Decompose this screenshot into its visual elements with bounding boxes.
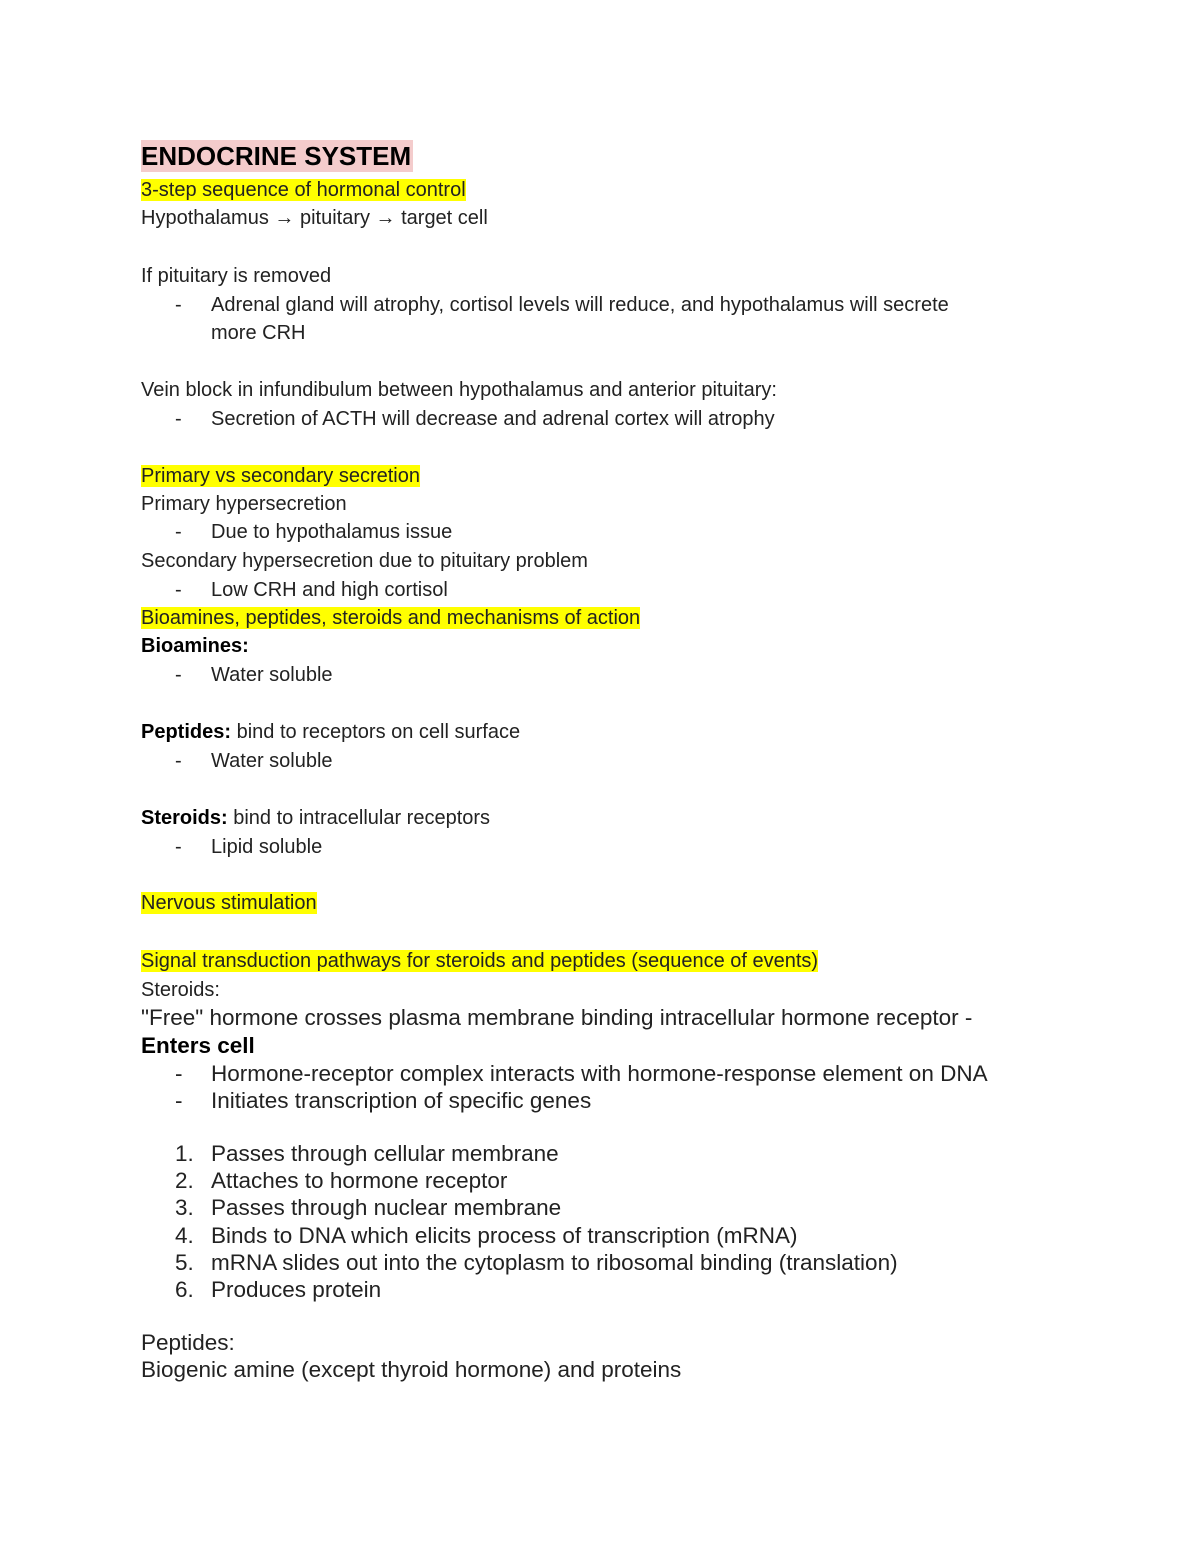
bullet-text: Water soluble	[211, 664, 333, 686]
page-title: ENDOCRINE SYSTEM	[141, 141, 412, 171]
enters-cell: Enters cell	[141, 1033, 255, 1058]
list-number: 1.	[175, 1141, 194, 1166]
bullet-text-continued: more CRH	[211, 322, 306, 344]
section-heading-hormonal-control: 3-step sequence of hormonal control	[141, 179, 466, 201]
bullet-text: Water soluble	[211, 750, 333, 772]
section-heading-signal-transduction: Signal transduction pathways for steroids and peptides (sequence of events)	[141, 950, 819, 972]
list-item: Attaches to hormone receptor	[211, 1168, 508, 1193]
flow-text: Hypothalamus → pituitary → target cell	[141, 207, 488, 229]
list-item: Binds to DNA which elicits process of transcription (mRNA)	[211, 1223, 798, 1248]
peptides-line: Peptides: bind to receptors on cell surface	[141, 721, 521, 743]
steroids-heading: Steroids:	[141, 979, 220, 1001]
bullet-text: Hormone-receptor complex interacts with hormone-response element on DNA	[211, 1061, 988, 1086]
bullet-dash: -	[175, 579, 182, 601]
free-hormone-text: "Free" hormone crosses plasma membrane binding intracellular hormone receptor -	[141, 1005, 973, 1030]
bullet-dash: -	[175, 521, 182, 543]
bullet-text: Secretion of ACTH will decrease and adrenal cortex will atrophy	[211, 408, 775, 430]
list-number: 5.	[175, 1250, 194, 1275]
section-heading-secretion: Primary vs secondary secretion	[141, 465, 420, 487]
bullet-dash: -	[175, 750, 182, 772]
list-item: Produces protein	[211, 1277, 382, 1302]
bioamines-label: Bioamines:	[141, 635, 249, 657]
bullet-text: Initiates transcription of specific genes	[211, 1088, 592, 1113]
bullet-dash: -	[175, 836, 182, 858]
bullet-text: Adrenal gland will atrophy, cortisol levels will reduce, and hypothalamus will secrete	[211, 294, 949, 316]
section-heading-mechanisms: Bioamines, peptides, steroids and mechanisms of action	[141, 607, 641, 629]
question-vein-block: Vein block in infundibulum between hypothalamus and anterior pituitary:	[141, 379, 777, 401]
bullet-dash: -	[175, 408, 182, 430]
bullet-dash: -	[175, 664, 182, 686]
bullet-text: Due to hypothalamus issue	[211, 521, 453, 543]
peptides-heading: Peptides:	[141, 1330, 235, 1355]
secondary-hypersecretion: Secondary hypersecretion due to pituitary problem	[141, 550, 588, 572]
bullet-text: Low CRH and high cortisol	[211, 579, 448, 601]
bullet-dash: -	[175, 294, 182, 316]
primary-hypersecretion: Primary hypersecretion	[141, 493, 347, 515]
bullet-dash: -	[175, 1061, 183, 1086]
question-pituitary-removed: If pituitary is removed	[141, 265, 332, 287]
list-number: 6.	[175, 1277, 194, 1302]
peptides-description: Biogenic amine (except thyroid hormone) and proteins	[141, 1357, 682, 1382]
list-number: 2.	[175, 1168, 194, 1193]
bullet-dash: -	[175, 1088, 183, 1113]
list-item: mRNA slides out into the cytoplasm to ribosomal binding (translation)	[211, 1250, 898, 1275]
section-heading-nervous: Nervous stimulation	[141, 892, 317, 914]
list-number: 3.	[175, 1195, 194, 1220]
list-number: 4.	[175, 1223, 194, 1248]
bullet-text: Lipid soluble	[211, 836, 323, 858]
steroids-line: Steroids: bind to intracellular receptors	[141, 807, 491, 829]
list-item: Passes through nuclear membrane	[211, 1195, 562, 1220]
list-item: Passes through cellular membrane	[211, 1141, 559, 1166]
